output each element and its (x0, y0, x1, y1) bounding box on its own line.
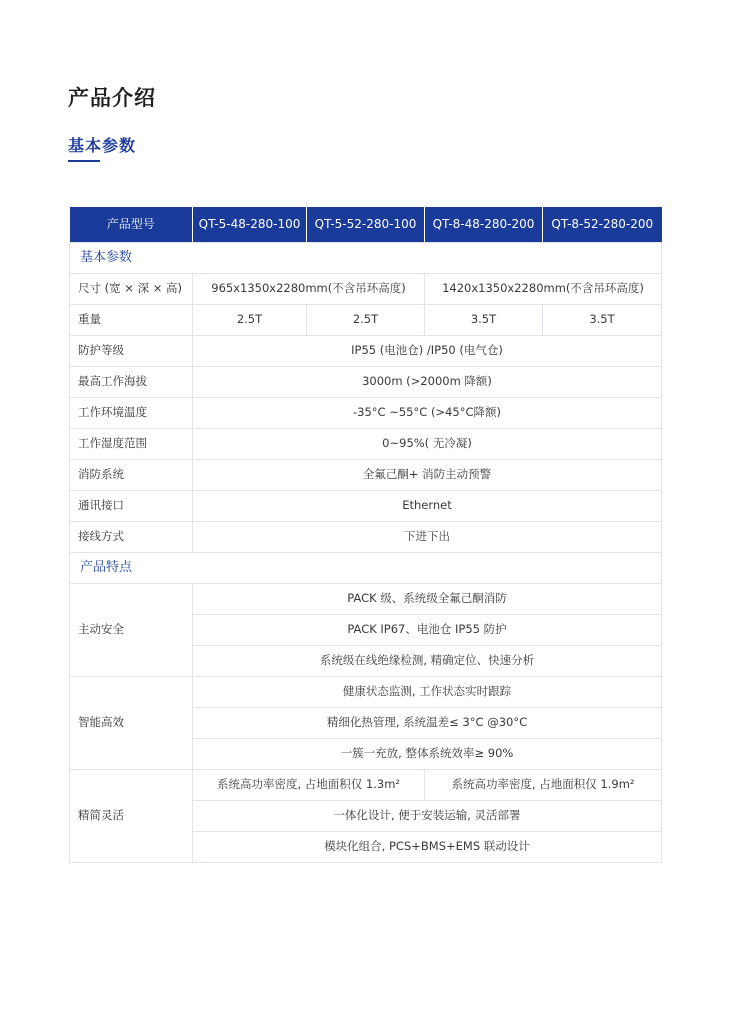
table-row-humidity (70, 429, 662, 460)
safety-item-1: PACK 级、系统级全氟己酮消防 (193, 584, 662, 615)
flexible-density-b: 系统高功率密度, 占地面积仅 1.9m² (425, 770, 662, 801)
flexible-item-1: 一体化设计, 便于安装运输, 灵活部署 (193, 801, 662, 832)
table-row-temperature (70, 398, 662, 429)
altitude-label: 最高工作海拔 (70, 367, 193, 398)
temperature-label: 工作环境温度 (70, 398, 193, 429)
section-title: 基本参数 (68, 136, 137, 155)
group-row-features (70, 553, 662, 584)
temperature-value: -35°C ~55°C (>45°C降额) (193, 398, 662, 429)
section-title-underline (68, 160, 100, 162)
comm-label: 通讯接口 (70, 491, 193, 522)
size-label: 尺寸 (宽 × 深 × 高) (70, 274, 193, 305)
table-row-comm (70, 491, 662, 522)
humidity-value: 0~95%( 无冷凝) (193, 429, 662, 460)
efficiency-item-1: 健康状态监测, 工作状态实时跟踪 (193, 677, 662, 708)
safety-label: 主动安全 (70, 584, 193, 677)
wiring-value: 下进下出 (193, 522, 662, 553)
weight-value-2: 2.5T (307, 305, 425, 336)
comm-value: Ethernet (193, 491, 662, 522)
size-value-b: 1420x1350x2280mm(不含吊环高度) (425, 274, 662, 305)
group-row-basic (70, 243, 662, 274)
table-row-altitude (70, 367, 662, 398)
page-title: 产品介绍 (68, 86, 156, 110)
protection-label: 防护等级 (70, 336, 193, 367)
spec-table (69, 207, 662, 863)
safety-item-3: 系统级在线绝缘检测, 精确定位、快速分析 (193, 646, 662, 677)
header-model-label: 产品型号 (70, 207, 193, 243)
humidity-label: 工作湿度范围 (70, 429, 193, 460)
table-row-fire (70, 460, 662, 491)
efficiency-item-3: 一簇一充放, 整体系统效率≥ 90% (193, 739, 662, 770)
table-row-protection (70, 336, 662, 367)
group-basic-label: 基本参数 (70, 243, 193, 274)
group-features-fill (193, 553, 662, 584)
efficiency-label: 智能高效 (70, 677, 193, 770)
table-header-row (70, 207, 662, 243)
flexible-density-a: 系统高功率密度, 占地面积仅 1.3m² (193, 770, 425, 801)
header-model-1: QT-5-48-280-100 (193, 207, 307, 243)
safety-item-2: PACK IP67、电池仓 IP55 防护 (193, 615, 662, 646)
weight-value-3: 3.5T (425, 305, 543, 336)
table-row-wiring (70, 522, 662, 553)
table-row-weight (70, 305, 662, 336)
flexible-item-2: 模块化组合, PCS+BMS+EMS 联动设计 (193, 832, 662, 863)
weight-value-1: 2.5T (193, 305, 307, 336)
header-model-4: QT-8-52-280-200 (543, 207, 662, 243)
efficiency-item-2: 精细化热管理, 系统温差≤ 3°C @30°C (193, 708, 662, 739)
header-model-2: QT-5-52-280-100 (307, 207, 425, 243)
group-basic-fill (193, 243, 662, 274)
wiring-label: 接线方式 (70, 522, 193, 553)
table-row-size (70, 274, 662, 305)
table-row-efficiency-1 (70, 677, 662, 708)
protection-value: IP55 (电池仓) /IP50 (电气仓) (193, 336, 662, 367)
size-value-a: 965x1350x2280mm(不含吊环高度) (193, 274, 425, 305)
group-features-label: 产品特点 (70, 553, 193, 584)
table-row-safety-1 (70, 584, 662, 615)
altitude-value: 3000m (>2000m 降额) (193, 367, 662, 398)
flexible-label: 精简灵活 (70, 770, 193, 863)
fire-value: 全氟己酮+ 消防主动预警 (193, 460, 662, 491)
table-row-flexible-1 (70, 770, 662, 801)
fire-label: 消防系统 (70, 460, 193, 491)
header-model-3: QT-8-48-280-200 (425, 207, 543, 243)
weight-label: 重量 (70, 305, 193, 336)
weight-value-4: 3.5T (543, 305, 662, 336)
